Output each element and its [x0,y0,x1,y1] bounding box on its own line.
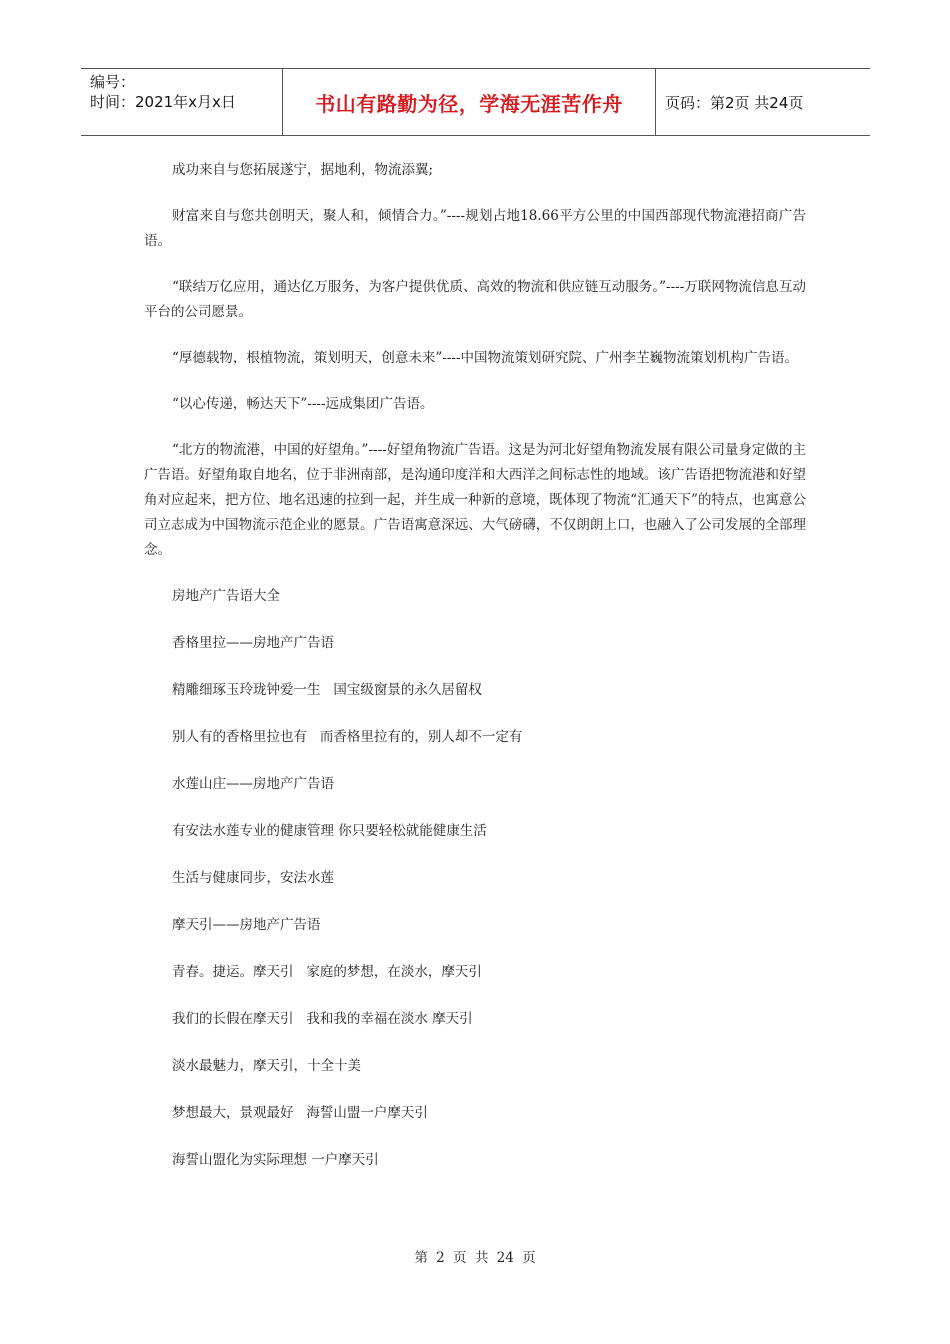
list-item: 淡水最魅力，摩天引，十全十美 [172,1058,361,1074]
list-item: 别人有的香格里拉也有 而香格里拉有的，别人却不一定有 [172,729,523,745]
list-item: 梦想最大，景观最好 海誓山盟一户摩天引 [172,1105,428,1121]
paragraph: “厚德载物，根植物流，策划明天，创意未来”----中国物流策划研究院、广州李芏巍物流策划机构广告语。 [172,350,799,366]
list-item: 精雕细琢玉玲珑钟爱一生 国宝级窗景的永久居留权 [172,682,482,698]
document-body [144,158,806,1195]
paragraph: 财富来自与您共创明天，聚人和，倾情合力。”----规划占地18.66平方公里的中国西部现代物流港招商广告语。 [144,208,806,249]
header-meta [81,69,283,135]
paragraph: “北方的物流港，中国的好望角。”----好望角物流广告语。这是为河北好望角物流发展有限公司量身定做的主广告语。好望角取自地名，位于非洲南部，是沟通印度洋和大西洋之间标志性的地域。该广告语把物流港和好望角对应起来，把方位、地名迅速的拉到一起，并生成一种新的意境，既体现了物流“汇通天下”的特点，也寓意公司立志成为中国物流示范企业的愿景。广告语寓意深远、大气磅礴，不仅朗朗上口，也融入了公司发展的全部理念。 [144,442,806,558]
list-item: 水莲山庄——房地产广告语 [172,776,334,792]
list-item: 有安法水莲专业的健康管理 你只要轻松就能健康生活 [172,823,487,839]
paragraph: “联结万亿应用，通达亿万服务，为客户提供优质、高效的物流和供应链互动服务。”----万联网物流信息互动平台的公司愿景。 [144,279,806,320]
list-item: 摩天引——房地产广告语 [172,917,321,933]
header-page-info: 页码：第2页 共24页 [665,93,804,112]
section-heading: 房地产广告语大全 [172,588,280,604]
paragraph: 成功来自与您拓展遂宁，据地利，物流添翼; [172,162,434,178]
header-motto: 书山有路勤为径，学海无涯苦作舟 [283,69,656,135]
list-item: 海誓山盟化为实际理想 一户摩天引 [172,1152,379,1168]
paragraph: “以心传递，畅达天下”----远成集团广告语。 [172,396,434,412]
number-label: 编号： [90,73,136,91]
list-item: 生活与健康同步，安法水莲 [172,870,334,886]
list-item: 我们的长假在摩天引 我和我的幸福在淡水 摩天引 [172,1011,473,1027]
list-item: 青春。捷运。摩天引 家庭的梦想，在淡水，摩天引 [172,964,482,980]
list-item: 香格里拉——房地产广告语 [172,635,334,651]
page-header [81,68,870,136]
page-footer: 第 2 页 共 24 页 [414,1250,536,1266]
date-line: 时间：2021年x月x日 [90,93,236,111]
